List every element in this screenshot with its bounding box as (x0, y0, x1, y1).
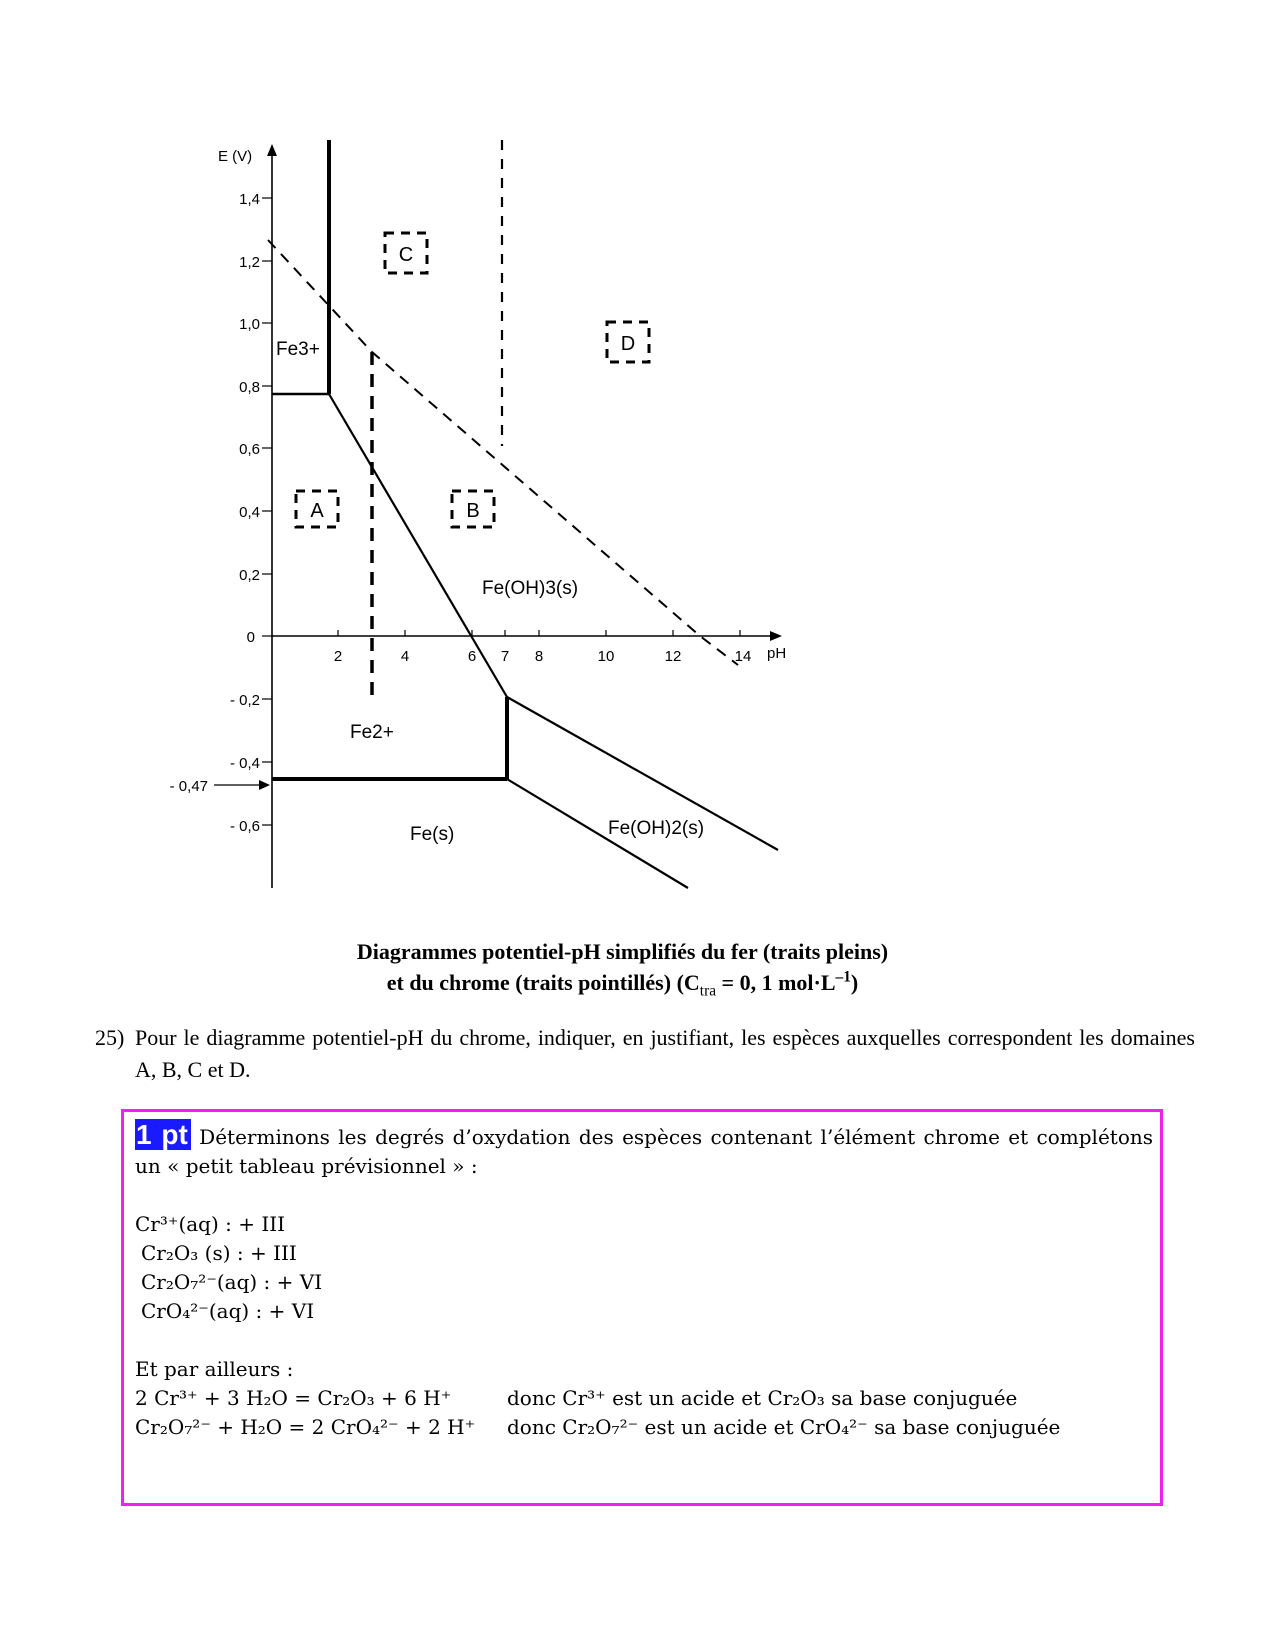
y-tick-label: 1,0 (239, 316, 260, 333)
x-tick-label: 4 (400, 648, 410, 665)
y-tick-label: - 0,4 (229, 755, 260, 772)
y-tick-label: 0 (246, 629, 255, 646)
equation-2-note: donc Cr₂O₇²⁻ est un acide et CrO₄²⁻ sa base conjuguée (507, 1415, 1061, 1439)
answer-intro (135, 1120, 1153, 1181)
equation-2: Cr₂O₇²⁻ + H₂O = 2 CrO₄²⁻ + 2 H⁺ (135, 1415, 476, 1439)
species-feoh3: Fe(OH)3(s) (482, 578, 579, 599)
y-axis-label: E (V) (218, 148, 253, 165)
y-tick-label: 0,4 (239, 504, 260, 521)
y-tick-label: 0,2 (239, 567, 260, 584)
species-fe3-text: Fe3+ (276, 339, 320, 360)
x-axis-arrow (770, 631, 782, 641)
x-tick-label: 2 (333, 648, 343, 665)
x-axis-label: pH (767, 645, 787, 662)
ailleurs-line: Et par ailleurs : (135, 1357, 294, 1381)
equation-1-note: donc Cr³⁺ est un acide et Cr₂O₃ sa base conjuguée (507, 1386, 1018, 1410)
y-tick-label: 1,4 (239, 191, 260, 208)
y-tick-label: - 0,6 (229, 818, 260, 835)
oxidation-line: Cr₂O₇²⁻(aq) : + VI (141, 1270, 323, 1294)
question-number: 25) (95, 1025, 125, 1050)
y-tick-label: 0,6 (239, 441, 260, 458)
x-tick-label: 14 (734, 648, 752, 665)
domain-label-a: A (310, 500, 324, 522)
iron-boundaries (272, 140, 778, 888)
equation-1: 2 Cr³⁺ + 3 H₂O = Cr₂O₃ + 6 H⁺ (135, 1386, 452, 1410)
chromium-boundaries (268, 140, 738, 700)
domain-label-d: D (620, 333, 636, 355)
domain-box-b (452, 491, 494, 527)
x-tick-label: 12 (664, 648, 682, 665)
species-feoh2: Fe(OH)2(s) (608, 818, 705, 839)
species-fe3 (276, 339, 320, 360)
points-badge: 1 pt (135, 1119, 191, 1150)
domain-box-a (296, 491, 338, 527)
domain-box-c (385, 233, 427, 273)
question-25 (95, 1022, 1195, 1086)
answer-intro-text: Déterminons les degrés d’oxydation des espèces contenant l’élément chrome et complétons un « petit tableau prévisionnel » : (135, 1125, 1154, 1178)
question-text: Pour le diagramme potentiel-pH du chrome, indiquer, en justifiant, les espèces auxquelles correspondent les domaines A, B, C et D. (135, 1025, 1195, 1082)
y-extra-tick-label: - 0,47 (169, 778, 208, 795)
oxidation-line: Cr₂O₃ (s) : + III (141, 1241, 297, 1265)
domain-label-b: B (466, 500, 480, 522)
domain-label-c: C (398, 244, 414, 266)
caption-subscript: tra (699, 982, 717, 1000)
species-fe2: Fe2+ (350, 722, 394, 743)
caption-part: ) (850, 970, 859, 995)
y-tick-label: 1,2 (239, 254, 260, 271)
equation-row (135, 1384, 1153, 1413)
x-ticks (338, 630, 740, 636)
y-ticks (262, 198, 272, 825)
y-tick-label: - 0,2 (229, 692, 260, 709)
x-tick-label: 10 (597, 648, 615, 665)
domain-box-d (607, 322, 649, 362)
figure-caption-line2 (0, 967, 1245, 998)
species-fe: Fe(s) (410, 824, 455, 845)
caption-part: et du chrome (traits pointillés) (C (386, 970, 700, 995)
x-tick-label: 6 (467, 648, 477, 665)
pointer-arrow-head (259, 780, 270, 790)
x-tick-label: 8 (534, 648, 544, 665)
oxidation-line: Cr³⁺(aq) : + III (135, 1212, 286, 1236)
answer-content (135, 1120, 1153, 1442)
caption-superscript: –1 (835, 968, 851, 986)
figure-caption-line1: Diagrammes potentiel-pH simplifiés du fer (traits pleins) (356, 939, 889, 964)
equation-row (135, 1413, 1153, 1442)
answer-box (121, 1109, 1163, 1506)
x-tick-label: 7 (500, 648, 510, 665)
oxidation-line: CrO₄²⁻(aq) : + VI (141, 1299, 315, 1323)
y-axis-arrow (267, 144, 277, 156)
y-tick-label: 0,8 (239, 379, 260, 396)
caption-part: = 0, 1 mol·L (716, 970, 836, 995)
